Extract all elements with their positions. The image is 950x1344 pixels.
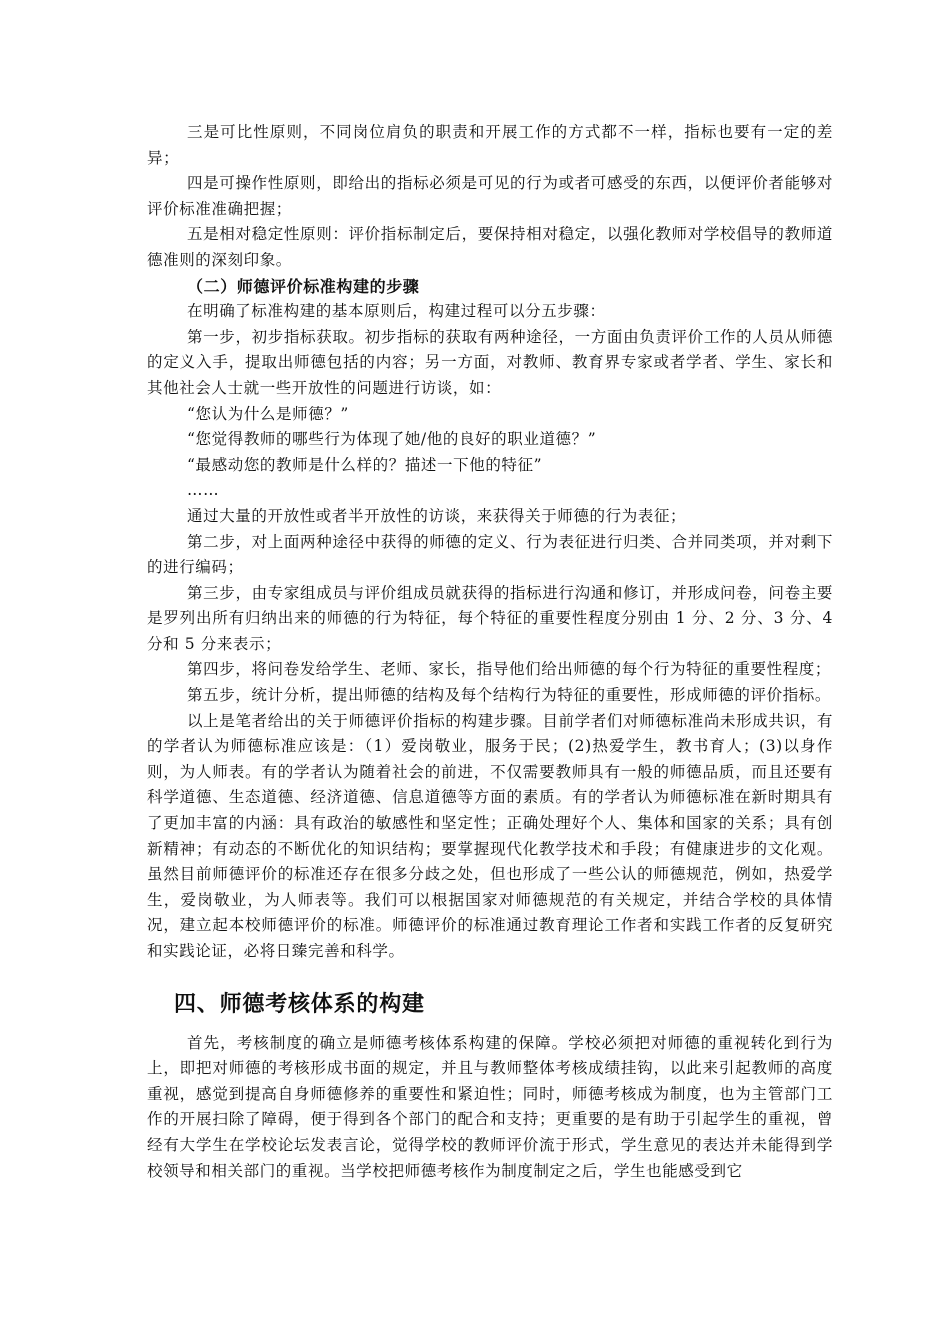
interview-question: “您认为什么是师德？” [187,404,349,423]
step-4-paragraph: 第四步，将问卷发给学生、老师、家长，指导他们给出师德的每个行为特征的重要性程度； [187,660,832,679]
principle-5-paragraph: 五是相对稳定性原则：评价指标制定后，要保持相对稳定，以强化教师对学校倡导的教师道德准则的深刻印象。 [147,225,833,269]
principle-3-paragraph: 三是可比性原则，不同岗位肩负的职责和开展工作的方式都不一样，指标也要有一定的差异； [147,123,833,167]
step-2-paragraph: 第二步，对上面两种途径中获得的师德的定义、行为表征进行归类、合并同类项，并对剩下的进行编码； [147,532,833,577]
subsection-heading: （二）师德评价标准构建的步骤 [187,276,420,296]
principle-4-paragraph: 四是可操作性原则，即给出的指标必须是可见的行为或者可感受的东西，以便评价者能够对评价标准准确把握； [147,174,833,218]
section-heading: 四、师德考核体系的构建 [174,990,425,1017]
ellipsis: …… [187,481,220,500]
step-5-paragraph: 第五步，统计分析，提出师德的结构及每个结构行为特征的重要性，形成师德的评价指标。 [187,686,832,705]
interview-question: “最感动您的教师是什么样的？描述一下他的特征” [187,455,543,474]
summary-paragraph: 以上是笔者给出的关于师德评价指标的构建步骤。目前学者们对师德标准尚未形成共识，有的学者认为师德标准应该是：（1）爱岗敬业，服务于民；(2)热爱学生，教书育人；(3)以身作则，为人师表。有的学者认为随着社会的前进，不仅需要教师具有一般的师德品质，而且还要有科学道德、生态道德、经济道德、信息道德等方面的素质。有的学者认为师德标准在新时期具有了更加丰富的内涵：具有政治的敏感性和坚定性；正确处理好个人、集体和国家的关系；具有创新精神；有动态的不断优化的知识结构；要掌握现代化教学技术和手段；有健康进步的文化观。虽然目前师德评价的标准还存在很多分歧之处，但也形成了一些公认的师德规范，例如，热爱学生，爱岗敬业，为人师表等。我们可以根据国家对师德规范的有关规定，并结合学校的具体情况，建立起本校师德评价的标准。师德评价的标准通过教育理论工作者和实践工作者的反复研究和实践论证，必将日臻完善和科学。 [147,711,833,960]
interview-summary-paragraph: 通过大量的开放性或者半开放性的访谈，来获得关于师德的行为表征； [187,506,687,525]
document-page [147,120,833,1184]
section-4-first-paragraph: 首先，考核制度的确立是师德考核体系构建的保障。学校必须把对师德的重视转化到行为上，即把对师德的考核形成书面的规定，并且与教师整体考核成绩挂钩，以此来引起教师的高度重视，感觉到提高自身师德修养的重要性和紧迫性；同时，师德考核成为制度，也为主管部门工作的开展扫除了障碍，便于得到各个部门的配合和支持；更重要的是有助于引起学生的重视，曾经有大学生在学校论坛发表言论，觉得学校的教师评价流于形式，学生意见的表达并未能得到学校领导和相关部门的重视。当学校把师德考核作为制度制定之后，学生也能感受到它 [147,1033,833,1180]
interview-question: “您觉得教师的哪些行为体现了她/他的良好的职业道德？” [187,430,597,449]
step-1-paragraph: 第一步，初步指标获取。初步指标的获取有两种途径，一方面由负责评价工作的人员从师德的定义入手，提取出师德包括的内容；另一方面，对教师、教育界专家或者学者、学生、家长和其他社会人士就一些开放性的问题进行访谈，如： [147,327,833,397]
step-3-paragraph: 第三步，由专家组成员与评价组成员就获得的指标进行沟通和修订，并形成问卷，问卷主要是罗列出所有归纳出来的师德的行为特征，每个特征的重要性程度分别由 1 分、2 分、3 分、4 分和 5 分来表示； [147,583,833,653]
steps-intro-paragraph: 在明确了标准构建的基本原则后，构建过程可以分五步骤： [187,302,606,321]
